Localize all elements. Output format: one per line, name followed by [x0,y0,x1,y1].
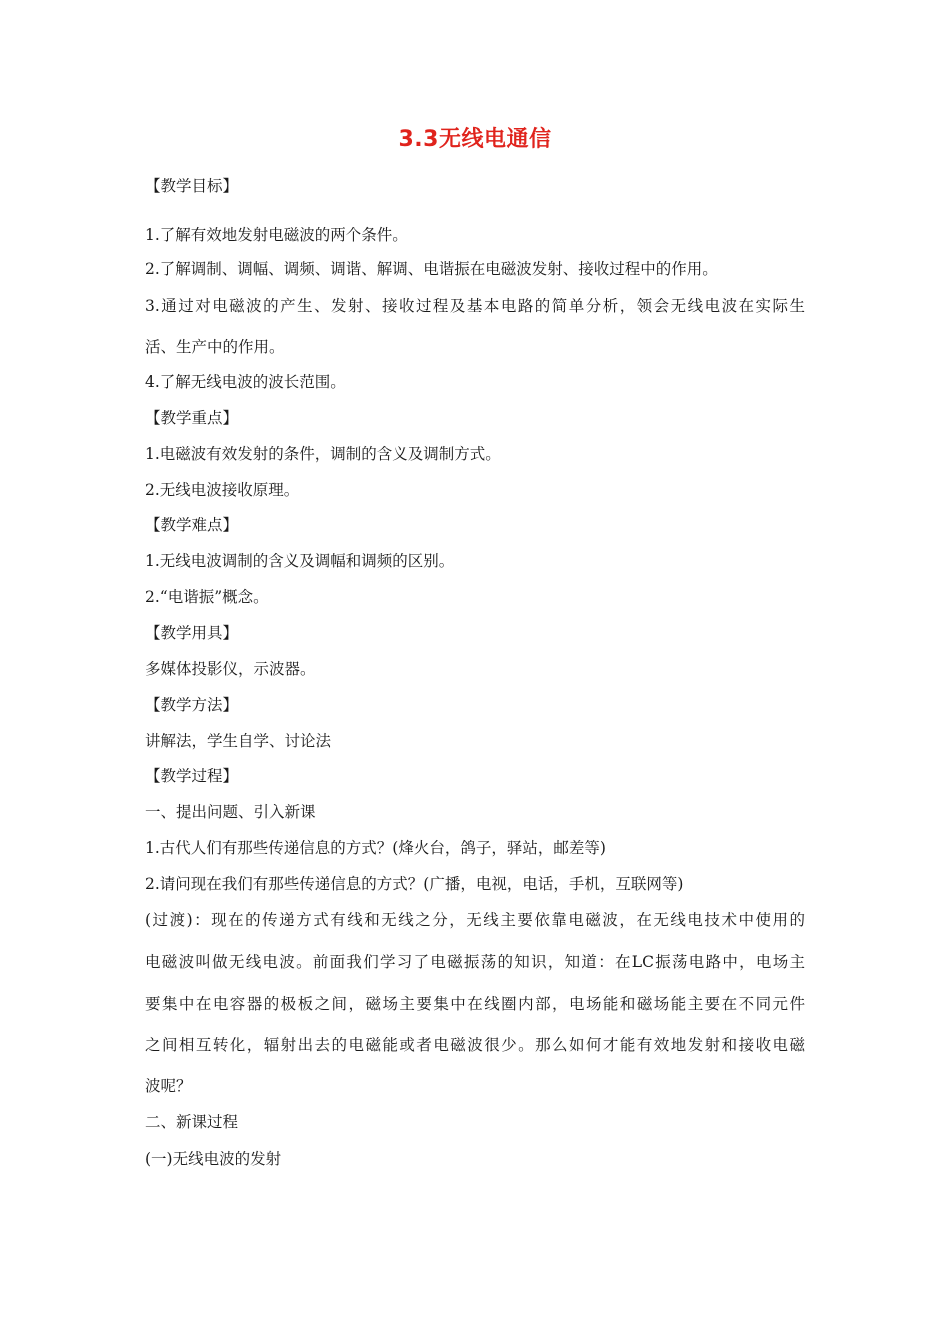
paragraph-line: 要集中在电容器的极板之间，磁场主要集中在线圈内部，电场能和磁场能主要在不同元件 [145,995,805,1013]
key-point-item: 1.电磁波有效发射的条件，调制的含义及调制方式。 [145,445,501,463]
difficulty-item: 1.无线电波调制的含义及调幅和调频的区别。 [145,552,455,570]
section-heading-difficulties: 【教学难点】 [145,516,239,534]
section-heading-key-points: 【教学重点】 [145,409,239,427]
objective-item: 1.了解有效地发射电磁波的两个条件。 [145,226,408,244]
section-heading-objectives: 【教学目标】 [145,177,239,195]
subsection-heading: (一)无线电波的发射 [145,1150,282,1168]
key-point-item: 2.无线电波接收原理。 [145,481,300,499]
paragraph-line: 之间相互转化，辐射出去的电磁能或者电磁波很少。那么如何才能有效地发射和接收电磁 [145,1036,805,1054]
objective-item: 2.了解调制、调幅、调频、调谐、解调、电谐振在电磁波发射、接收过程中的作用。 [145,260,718,278]
section-heading-tools: 【教学用具】 [145,624,239,642]
objective-item: 3.通过对电磁波的产生、发射、接收过程及基本电路的简单分析，领会无线电波在实际生 [145,297,805,315]
paragraph-line: (过渡)：现在的传递方式有线和无线之分，无线主要依靠电磁波，在无线电技术中使用的 [145,911,805,929]
question-item: 1.古代人们有那些传递信息的方式？(烽火台，鸽子，驿站，邮差等) [145,839,606,857]
tools-text: 多媒体投影仪，示波器。 [145,660,316,678]
paragraph-line: 波呢？ [145,1077,192,1095]
document-title: 3.3无线电通信 [398,127,552,152]
section-heading-methods: 【教学方法】 [145,696,239,714]
subsection-heading: 二、新课过程 [145,1113,239,1131]
question-item: 2.请问现在我们有那些传递信息的方式？(广播，电视，电话，手机，互联网等) [145,875,684,893]
objective-item: 4.了解无线电波的波长范围。 [145,373,346,391]
methods-text: 讲解法，学生自学、讨论法 [145,732,332,750]
subsection-heading: 一、提出问题、引入新课 [145,803,316,821]
section-heading-process: 【教学过程】 [145,767,239,785]
objective-item-continued: 活、生产中的作用。 [145,338,285,356]
difficulty-item: 2.“电谐振”概念。 [145,588,269,606]
paragraph-line: 电磁波叫做无线电波。前面我们学习了电磁振荡的知识，知道：在LC振荡电路中，电场主 [145,953,805,971]
